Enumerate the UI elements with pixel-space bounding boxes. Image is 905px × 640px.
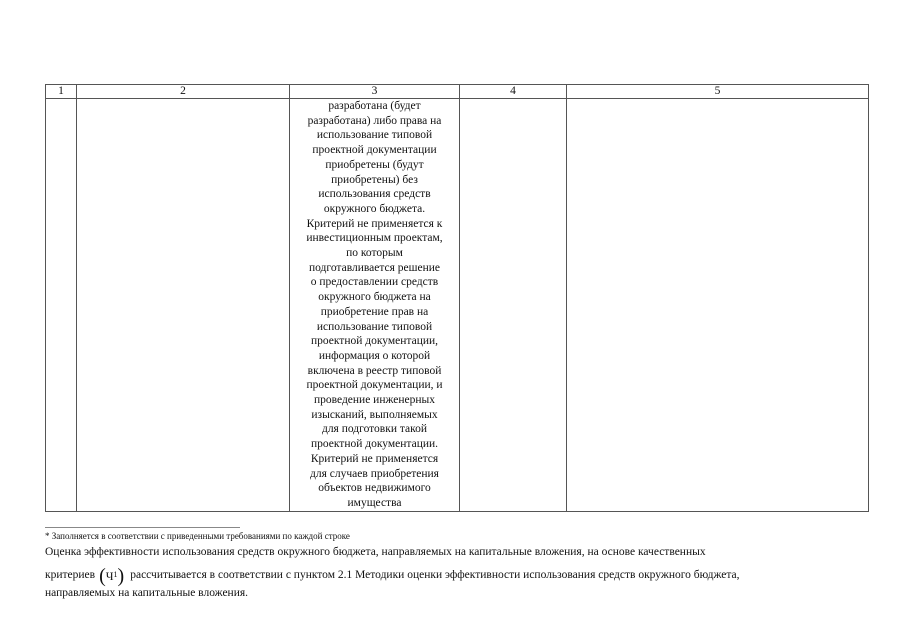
table-row — [46, 99, 869, 512]
formula-close-paren: ) — [117, 564, 125, 587]
column-header-1: 1 — [46, 85, 77, 99]
footnote-separator — [45, 527, 240, 528]
cell-col-3-criterion-text — [290, 99, 460, 512]
criterion-text-line: проектной документации. — [310, 438, 439, 451]
criterion-text-line: проектной документации, и — [306, 379, 443, 392]
criteria-table — [45, 84, 869, 512]
formula-subscript: 1 — [113, 570, 118, 580]
criterion-text-line: для подготовки такой — [321, 423, 428, 436]
cell-col-5 — [567, 99, 869, 512]
table-header-row — [46, 85, 869, 99]
paragraph-line-1: Оценка эффективности использования средств окружного бюджета, направляемых на капитальные вложения, на основе качественных — [45, 546, 706, 558]
criterion-text-line: окружного бюджета. — [323, 202, 426, 215]
criterion-text-line: использование типовой — [316, 129, 433, 142]
cell-col-1 — [46, 99, 77, 512]
criterion-text-line: изысканий, выполняемых — [311, 408, 438, 421]
criterion-text-line: инвестиционным проектам, — [306, 232, 443, 245]
paragraph-line-2-start: критериев — [45, 569, 96, 582]
paragraph-line-2 — [45, 566, 868, 586]
criterion-text-line: имущества — [347, 496, 402, 509]
column-header-5: 5 — [567, 85, 869, 99]
cell-col-2 — [77, 99, 290, 512]
criterion-text-line: окружного бюджета на — [318, 291, 431, 304]
criterion-text-line: использование типовой — [316, 320, 433, 333]
criterion-text-line: объектов недвижимого — [318, 482, 431, 495]
formula-symbol: Ч — [105, 569, 114, 584]
criterion-text-line: информация о которой — [318, 349, 431, 362]
criterion-text-line: использования средств — [318, 188, 431, 201]
criterion-text-line: включена в реестр типовой — [307, 364, 442, 377]
evaluation-paragraph — [45, 545, 868, 600]
criterion-text-line: по которым — [346, 247, 403, 260]
criterion-text-line: о предоставлении средств — [310, 276, 439, 289]
criterion-text-line: Критерий не применяется к — [306, 217, 443, 230]
paragraph-line-2-end: рассчитывается в соответствии с пунктом 2.1 Методики оценки эффективности использования средств окружного бюджета, — [130, 569, 740, 582]
criterion-text-line: разработана (будет — [328, 100, 421, 112]
criterion-text-line: приобретены) без — [331, 173, 418, 186]
formula-ch1 — [99, 566, 124, 586]
criterion-text-line: проведение инженерных — [313, 394, 436, 407]
criterion-text-line: приобретены (будут — [325, 158, 424, 171]
column-header-3: 3 — [290, 85, 460, 99]
criterion-text-line: подготавливается решение — [308, 261, 441, 274]
column-header-4: 4 — [460, 85, 567, 99]
column-header-2: 2 — [77, 85, 290, 99]
criterion-text-line: для случаев приобретения — [310, 467, 439, 480]
criterion-text-line: Критерий не применяется — [310, 452, 439, 465]
cell-col-4 — [460, 99, 567, 512]
criterion-text-line: приобретение прав на — [320, 305, 429, 318]
formula-open-paren: ( — [99, 564, 106, 587]
criterion-text-line: проектной документации — [312, 144, 437, 157]
footnote: * Заполняется в соответствии с приведенными требованиями по каждой строке — [45, 531, 350, 541]
criterion-text-line: разработана) либо права на — [307, 114, 442, 127]
paragraph-line-3: направляемых на капитальные вложения. — [45, 586, 249, 599]
criterion-text-line: проектной документации, — [310, 335, 439, 348]
